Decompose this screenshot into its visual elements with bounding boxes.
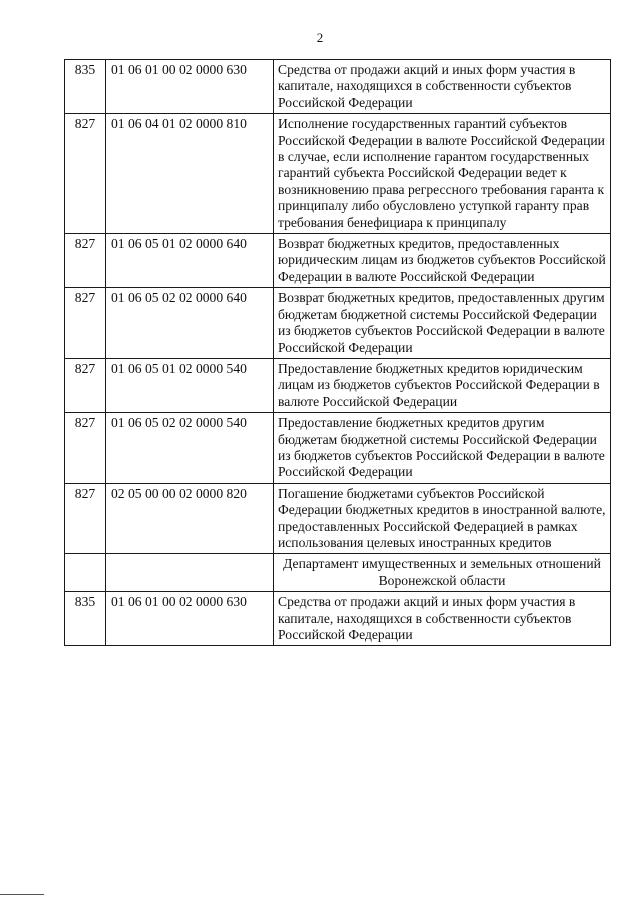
source-name-cell: Погашение бюджетами субъектов Российской Федерации бюджетных кредитов в иностранной валюте, предоставленных Российской Федерацией в рамках использования целевых иностранных кредитов [274,483,611,554]
table-row [65,592,611,646]
administrator-header-row [65,554,611,592]
admin-code-cell: 827 [65,234,106,288]
page-number: 2 [316,30,324,45]
source-name-cell: Предоставление бюджетных кредитов юридическим лицам из бюджетов субъектов Российской Федерации в валюте Российской Федерации [274,358,611,412]
source-name-cell: Возврат бюджетных кредитов, предоставленных другим бюджетам бюджетной системы Российской Федерации из бюджетов субъектов Российской Федерации в валюте Российской Федерации [274,288,611,359]
classification-code-cell: 01 06 05 01 02 0000 640 [106,234,274,288]
admin-code-cell: 835 [65,60,106,114]
source-name-cell: Предоставление бюджетных кредитов другим бюджетам бюджетной системы Российской Федерации из бюджетов субъектов Российской Федерации в валюте Российской Федерации [274,413,611,484]
classification-code-cell [106,554,274,592]
admin-code-cell: 827 [65,413,106,484]
footer-rule [0,894,44,895]
classification-code-cell: 01 06 01 00 02 0000 630 [106,60,274,114]
source-name-cell: Возврат бюджетных кредитов, предоставленных юридическим лицам из бюджетов субъектов Российской Федерации в валюте Российской Федерации [274,234,611,288]
admin-code-cell: 827 [65,483,106,554]
classification-code-cell: 01 06 04 01 02 0000 810 [106,114,274,234]
source-name-cell: Исполнение государственных гарантий субъектов Российской Федерации в валюте Российской Федерации в случае, если исполнение гарантом государственных гарантий субъекта Российской Федерации ведет к возникновению права регрессного требования гаранта к принципалу либо обусловлено уступкой гаранту прав требования бенефициара к принципалу [274,114,611,234]
table-row [65,288,611,359]
table-row [65,234,611,288]
classification-code-cell: 01 06 01 00 02 0000 630 [106,592,274,646]
budget-codes-table [64,59,611,646]
source-name-cell: Средства от продажи акций и иных форм участия в капитале, находящихся в собственности субъектов Российской Федерации [274,592,611,646]
table-row [65,358,611,412]
table-row [65,60,611,114]
admin-code-cell: 827 [65,358,106,412]
admin-code-cell: 827 [65,114,106,234]
source-name-cell: Средства от продажи акций и иных форм участия в капитале, находящихся в собственности субъектов Российской Федерации [274,60,611,114]
admin-code-cell: 835 [65,592,106,646]
classification-code-cell: 02 05 00 00 02 0000 820 [106,483,274,554]
admin-code-cell: 827 [65,288,106,359]
table-row [65,114,611,234]
administrator-name-cell: Департамент имущественных и земельных отношений Воронежской области [274,554,611,592]
table-row [65,483,611,554]
admin-code-cell [65,554,106,592]
table-row [65,413,611,484]
classification-code-cell: 01 06 05 01 02 0000 540 [106,358,274,412]
classification-code-cell: 01 06 05 02 02 0000 640 [106,288,274,359]
classification-code-cell: 01 06 05 02 02 0000 540 [106,413,274,484]
